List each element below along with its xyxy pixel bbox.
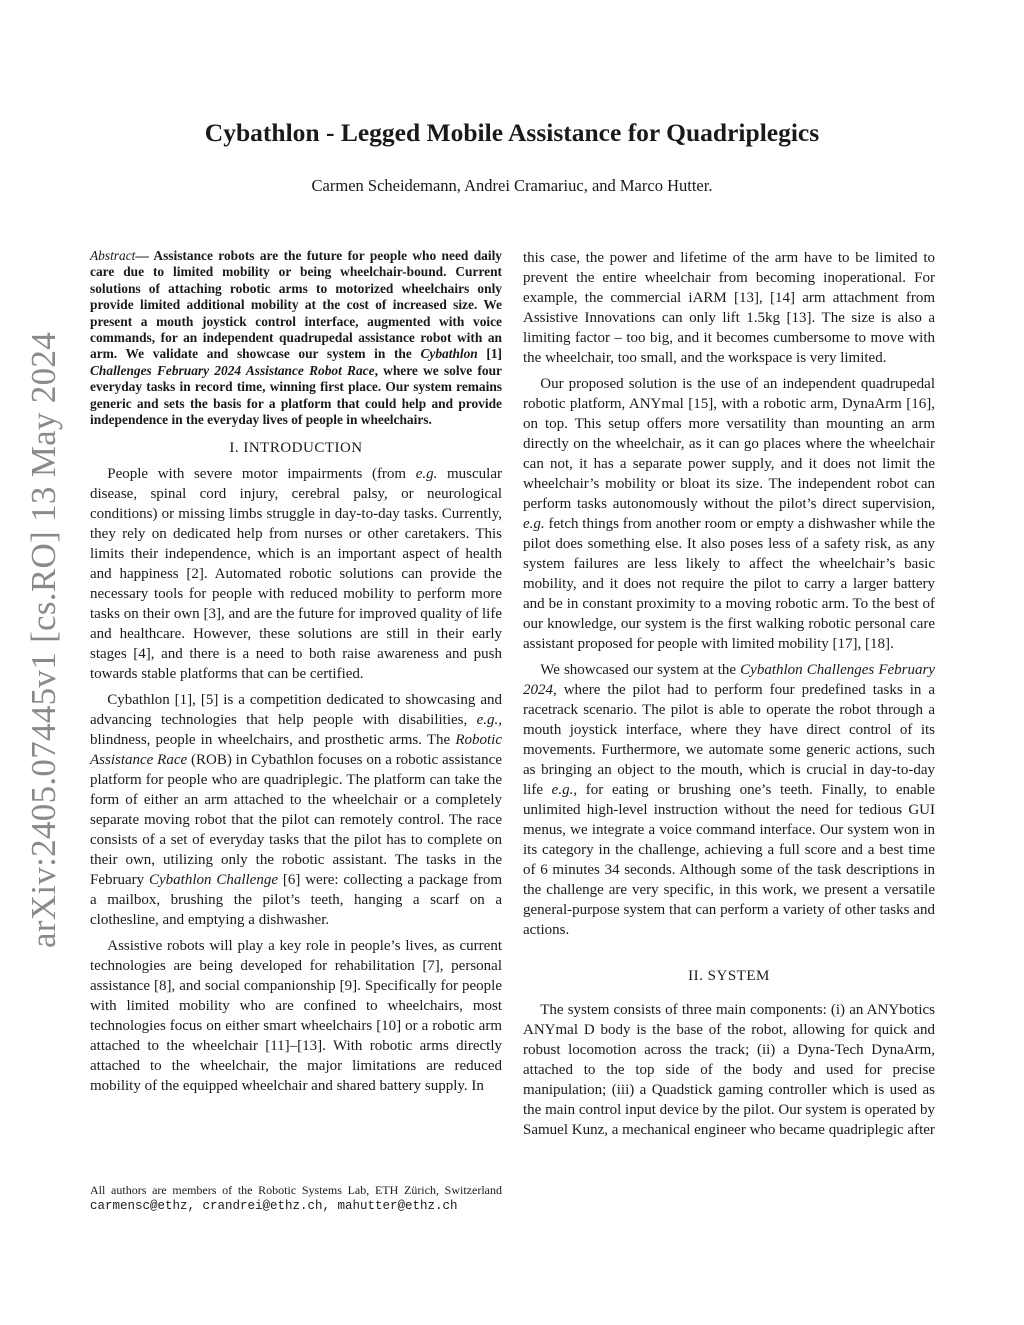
- paper-authors: Carmen Scheidemann, Andrei Cramariuc, and Marco Hutter.: [311, 176, 713, 195]
- paper-title: Cybathlon - Legged Mobile Assistance for Quadriplegics: [204, 118, 820, 147]
- arxiv-identifier: arXiv:2405.07445v1 [cs.RO] 13 May 2024: [24, 331, 63, 949]
- abstract: Abstract— Assistance robots are the future for people who need daily care due to limited mobility or being wheelchair-bound. Current solutions of attaching robotic arms to motorized wheelchairs only provide limited additional mobility at the cost of increased size. We present a mouth joystick control interface, augmented with voice commands, for an independent quadrupedal assistance robot with an arm. We validate and showcase our system in the Cybathlon [1] Challenges February 2024 Assistance Robot Race, where we solve four everyday tasks in record time, winning first place. Our system remains generic and sets the basis for a platform that could help and provide independence in the everyday lives of people in wheelchairs.: [90, 248, 502, 428]
- section-heading-introduction: I. INTRODUCTION: [229, 440, 363, 457]
- arxiv-watermark: [20, 331, 68, 949]
- author-emails: carmensc@ethz, crandrei@ethz.ch, mahutter@ethz.ch: [90, 1199, 458, 1213]
- intro-paragraph-3: Assistive robots will play a key role in people’s lives, as current technologies are being developed for rehabilitation [7], personal assistance [8], and social companionship [9]. Specifically for people with limited mobility who are confined to wheelchairs, most technologies focus on either smart wheelchairs [10] or a robotic arm attached to the wheelchair [11]–[13]. With robotic arms directly attached to the wheelchair, the major limitations are reduced mobility of the equipped wheelchair and shared battery supply. In: [90, 938, 502, 1095]
- right-paragraph-3: We showcased our system at the Cybathlon Challenges February 2024, where the pilot had to perform four predefined tasks in a racetrack scenario. The pilot is able to operate the robot through a mouth joystick interface, where they have direct control of its movements. Furthermore, we automate some generic actions, such as bringing an object to the mouth, which is crucial in day-to-day life e.g., for eating or brushing one’s teeth. Finally, to enable unlimited high-level instruction without the need for tedious GUI menus, we integrate a voice command interface. Our system won in its category in the challenge, achieving a full score and a best time of 6 minutes 34 seconds. Although some of the task descriptions in the challenge are very specific, in this work, we present a versatile general-purpose system that can perform a variety of other tasks and actions.: [523, 662, 935, 938]
- right-column: [523, 248, 935, 1140]
- section-heading-system: II. SYSTEM: [688, 968, 770, 984]
- right-paragraph-1: this case, the power and lifetime of the arm have to be limited to prevent the entire wheelchair from becoming inoperational. For example, the commercial iARM [13], [14] arm attachment from Assistive Innovations can only lift 1.5kg [13]. The size is also a limiting factor – too big, and it becomes cumbersome to move with the wheelchair, too small, and the workspace is very limited.: [523, 250, 935, 366]
- right-paragraph-2: Our proposed solution is the use of an independent quadrupedal robotic platform, ANYmal [15], with a robotic arm, DynaArm [16], on top. This setup offers more versatility than mounting an arm directly on the wheelchair, as it can go places where the wheelchair can not, it has a separate power supply, and it does not limit the wheelchair’s mobility or bloat its size. The independent robot can perform tasks autonomously without the pilot’s direct supervision, e.g. fetch things from another room or empty a dishwasher while the pilot does something else. It also poses less of a safety risk, as any system failures are less likely to affect the wheelchair’s basic mobility, and it does not require the pilot to carry a larger battery and be in constant proximity to a moving robotic arm. To the best of our knowledge, our system is the first walking robotic personal care assistant proposed for people with limited mobility [17], [18].: [523, 376, 935, 652]
- left-column: [90, 248, 502, 1096]
- intro-paragraph-2: Cybathlon [1], [5] is a competition dedicated to showcasing and advancing technologies that help people with disabilities, e.g., blindness, people in wheelchairs, and prosthetic arms. The Robotic Assistance Race (ROB) in Cybathlon focuses on a robotic assistance platform for people who are quadriplegic. The platform can take the form of either an arm attached to the wheelchair or a completely separate moving robot that the pilot can remotely control. The race consists of a set of everyday tasks that the pilot has to complete on their own, utilizing only the robotic assistant. The tasks in the February Cybathlon Challenge [6] were: collecting a package from a mailbox, brushing the pilot’s teeth, hanging a scarf on a clothesline, and emptying a dishwasher.: [90, 692, 503, 929]
- system-paragraph-1: The system consists of three main components: (i) an ANYbotics ANYmal D body is the base of the robot, allowing for quick and robust locomotion across the track; (ii) a Dyna-Tech DynaArm, attached to the top side of the body and used for precise manipulation; (iii) a Quadstick gaming controller which is used as the main control input device by the pilot. Our system is operated by Samuel Kunz, a mechanical engineer who became quadriplegic after: [523, 1002, 935, 1138]
- author-affiliation-footnote: All authors are members of the Robotic Systems Lab, ETH Zürich, Switzerland carmensc@ethz, crandrei@ethz.ch, mahutter@ethz.ch: [90, 1183, 502, 1213]
- abstract-label: Abstract: [90, 248, 136, 263]
- intro-paragraph-1: People with severe motor impairments (from e.g. muscular disease, spinal cord injury, cerebral palsy, or neurological conditions) or missing limbs struggle in day-to-day tasks. Currently, they rely on dedicated help from nurses or other caretakers. This limits their independence, which is an important aspect of health and happiness [2]. Automated robotic solutions can provide the necessary tools for people with reduced mobility to perform more tasks on their own [3], and are the future for improved quality of life and healthcare. However, these solutions are still in their early stages [4], and there is a need to both raise awareness and push towards stable platforms that can be certified.: [90, 466, 502, 683]
